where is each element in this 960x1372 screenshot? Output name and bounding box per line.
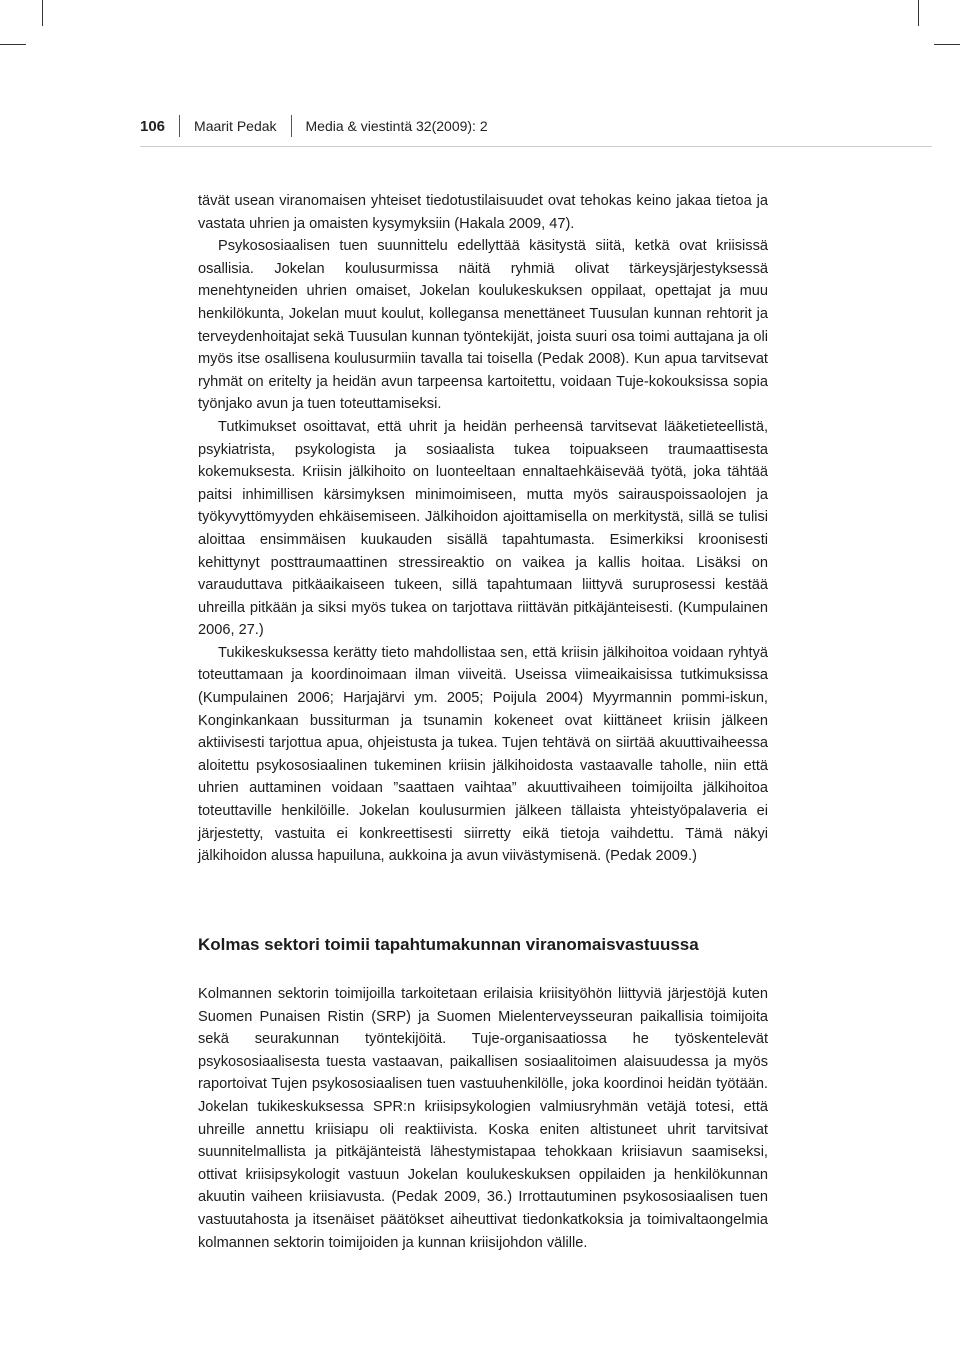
crop-mark [934, 44, 960, 45]
header-rule [140, 146, 932, 147]
crop-mark [0, 44, 26, 45]
paragraph: Kolmannen sektorin toimijoilla tarkoitetaan erilaisia kriisityöhön liittyviä järjestöjä kuten Suomen Punaisen Ristin (SRP) ja Suomen Mielenterveysseuran paikallisia toimijoita sekä seurakunnan työntekijöitä. Tuje-organisaatiossa he työskentelevät psykososiaalisesta tuesta vastaavan, paikallisen sosiaalitoimen alaisuudessa ja myös raportoivat Tujen psykososiaalisen tuen vastuuhenkilölle, joka koordinoi heidän työtään. Jokelan tukikeskuksessa SPR:n kriisipsykologien valmiusryhmän vetäjä totesi, että uhreille annettu kriisiapu oli reaktiivista. Koska eniten altistuneet uhrit tarvitsivat suunnitelmallista ja pitkäjänteistä lähestymistapaa tehokkaan kriisiavun saamiseksi, ottivat kriisipsykologit vastuun Jokelan koulukeskuksen oppilaiden ja henkilökunnan akuutin vaiheen kriisiavusta. (Pedak 2009, 36.) Irrottautuminen psykososiaalisen tuen vastuutahosta ja itsenäiset päätökset aiheuttivat tiedonkatkoksia ja toimivaltaongelmia kolmannen sektorin toimijoiden ja kunnan kriisijohdon välille. [198, 986, 768, 1251]
crop-mark [918, 0, 919, 26]
paragraph: tävät usean viranomaisen yhteiset tiedotustilaisuudet ovat tehokas keino jakaa tietoa ja vastata uhrien ja omaisten kysymyksiin (Hakala 2009, 47). [198, 193, 768, 232]
section-text [198, 983, 768, 1254]
crop-mark [42, 0, 43, 26]
running-header [140, 115, 488, 137]
paragraph: Tutkimukset osoittavat, että uhrit ja heidän perheensä tarvitsevat lääketieteellistä, psykiatrista, psykologista ja sosiaalista tukea toipuakseen traumaattisesta kokemuksesta. Kriisin jälkihoito on luonteeltaan ennaltaehkäisevää työtä, joka tähtää paitsi inhimillisen kärsimyksen minimoimiseen, mutta myös sairauspoissaolojen ja työkyvyttömyyden ehkäisemiseen. Jälkihoidon ajoittamisella on merkitystä, sillä se tulisi aloittaa ensimmäisen kuukauden sisällä tapahtumasta. Esimerkiksi kroonisesti kehittynyt posttraumaattinen stressireaktio on vaikea ja kallis hoitaa. Lisäksi on varauduttava pitkäaikaiseen tukeen, sillä tapahtumaan liittyvä suruprosessi kestää uhreilla pitkään ja siksi myös tukea on tarjottava riittävän pitkäjänteisesti. (Kumpulainen 2006, 27.) [198, 418, 768, 639]
paragraph: Tukikeskuksessa kerätty tieto mahdollistaa sen, että kriisin jälkihoitoa voidaan ryhtyä toteuttamaan ja koordinoimaan ilman viiveitä. Useissa viimeaikaisissa tutkimuksissa (Kumpulainen 2006; Harjajärvi ym. 2005; Poijula 2004) Myyrmannin pommi-iskun, Konginkankaan bussiturman ja tsunamin kokeneet ovat kiittäneet kriisin jälkeen aktiivisesti tarjottua apua, ohjeistusta ja tukea. Tujen tehtävä on siirtää akuuttivaiheessa aloitettu psykososiaalinen tukeminen kriisin jälkihoidosta vastaavalle taholle, niin että uhrien auttaminen voidaan ”saattaen vaihtaa” akuuttivaiheen toimijoilta jälkihoitoa toteuttaville henkilöille. Jokelan koulusurmien jälkeen tällaista yhteistyöpalaveria ei järjestetty, vastuita ei konkreettisesti siirretty eikä tietoja vaihdettu. Tämä näkyi jälkihoidon alussa hapuiluna, aukkoina ja avun viivästymisenä. (Pedak 2009.) [198, 644, 768, 865]
header-author: Maarit Pedak [194, 118, 277, 134]
body-text [198, 190, 768, 868]
header-journal: Media & viestintä 32(2009): 2 [305, 118, 488, 134]
paragraph: Psykososiaalisen tuen suunnittelu edellyttää käsitystä siitä, ketkä ovat kriisissä osallisia. Jokelan koulusurmissa näitä ryhmiä olivat tärkeysjärjestyksessä menehtyneiden uhrien omaiset, Jokelan koulukeskuksen oppilaat, opettajat ja muu henkilökunta, Jokelan muut koulut, kollegansa menettäneet Tuusulan kunnan rehtorit ja terveydenhoitajat sekä Tuusulan kunnan työntekijät, joista suuri osa toimi auttajana ja oli myös itse osallisena koulusurmiin tavalla tai toisella (Pedak 2008). Kun apua tarvitsevat ryhmät on eritelty ja heidän avun tarpeensa kartoitettu, voidaan Tuje-kokouksissa sopia työnjako avun ja tuen toteuttamiseksi. [198, 238, 768, 413]
page-number: 106 [140, 117, 166, 135]
section-heading: Kolmas sektori toimii tapahtumakunnan viranomaisvastuussa [198, 935, 699, 954]
